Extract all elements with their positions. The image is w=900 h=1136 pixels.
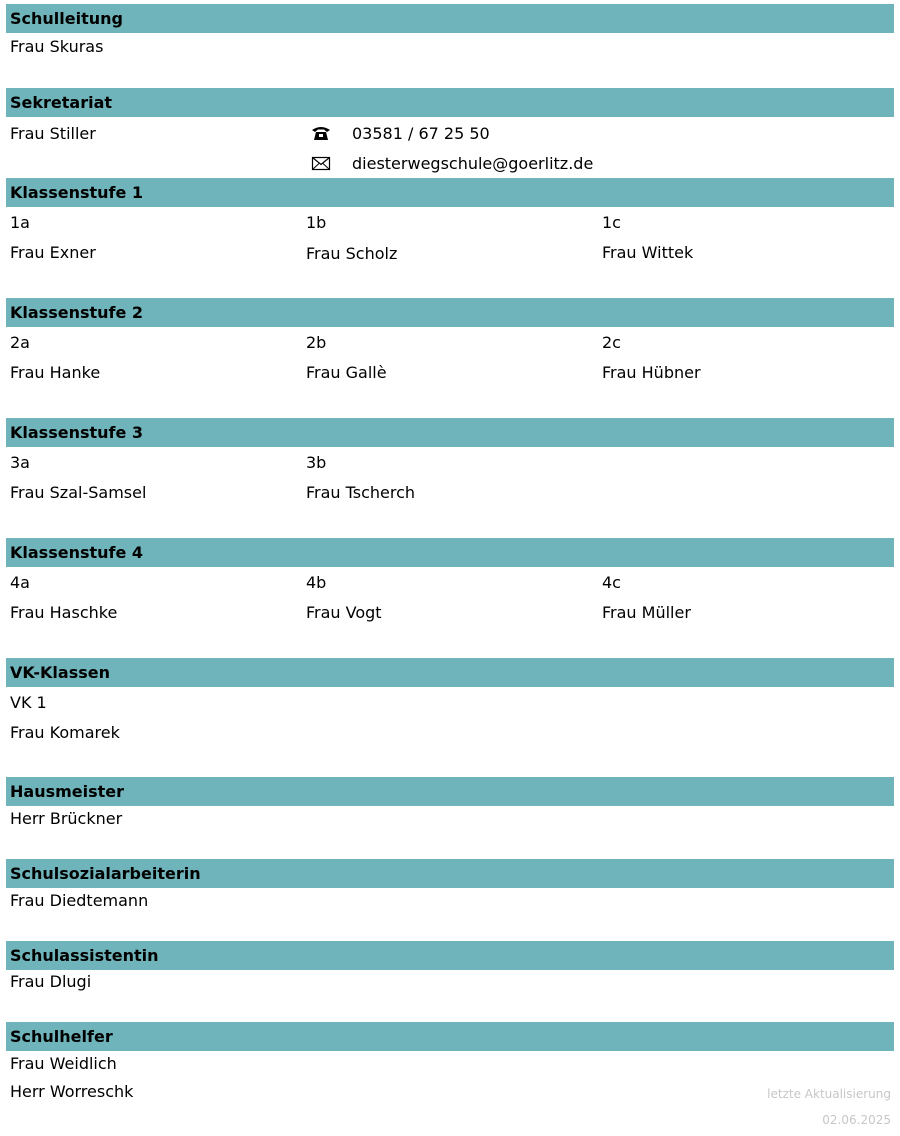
header-schulassistentin: Schulassistentin — [6, 941, 894, 970]
class-teacher: Frau Tscherch — [306, 483, 416, 502]
class-name: 4c — [602, 573, 621, 592]
header-klassenstufe-4: Klassenstufe 4 — [6, 538, 894, 567]
header-klassenstufe-2: Klassenstufe 2 — [6, 298, 894, 327]
class-name: 2b — [306, 333, 327, 352]
class-teacher: Frau Szal-Samsel — [10, 483, 147, 502]
class-teacher: Frau Hübner — [602, 363, 701, 382]
class-name: 3b — [306, 453, 327, 472]
header-klassenstufe-3: Klassenstufe 3 — [6, 418, 894, 447]
schulleitung-person: Frau Skuras — [10, 37, 104, 56]
class-name: 1a — [10, 213, 30, 232]
update-date: 02.06.2025 — [822, 1113, 891, 1127]
sozial-person: Frau Diedtemann — [10, 891, 149, 910]
header-hausmeister: Hausmeister — [6, 777, 894, 806]
class-name: 3a — [10, 453, 30, 472]
class-name: 2c — [602, 333, 621, 352]
header-klassenstufe-1: Klassenstufe 1 — [6, 178, 894, 207]
phone-icon — [311, 124, 331, 142]
header-sekretariat: Sekretariat — [6, 88, 894, 117]
header-schulsozialarbeiterin: Schulsozialarbeiterin — [6, 859, 894, 888]
envelope-icon — [311, 156, 331, 172]
class-name: 4b — [306, 573, 327, 592]
class-teacher: Frau Hanke — [10, 363, 101, 382]
class-name: VK 1 — [10, 693, 47, 712]
helfer-person: Frau Weidlich — [10, 1054, 117, 1073]
class-teacher: Frau Komarek — [10, 723, 120, 742]
header-schulhelfer: Schulhelfer — [6, 1022, 894, 1051]
hausmeister-person: Herr Brückner — [10, 809, 123, 828]
class-teacher: Frau Exner — [10, 243, 96, 262]
class-teacher: Frau Wittek — [602, 243, 694, 262]
assistentin-person: Frau Dlugi — [10, 972, 92, 991]
class-name: 1b — [306, 213, 327, 232]
sekretariat-email[interactable]: diesterwegschule@goerlitz.de — [352, 154, 594, 173]
class-teacher: Frau Haschke — [10, 603, 118, 622]
class-name: 1c — [602, 213, 621, 232]
sekretariat-person: Frau Stiller — [10, 124, 96, 143]
header-vk-klassen: VK-Klassen — [6, 658, 894, 687]
class-teacher: Frau Gallè — [306, 363, 387, 382]
class-name: 4a — [10, 573, 30, 592]
class-teacher: Frau Müller — [602, 603, 691, 622]
class-teacher: Frau Vogt — [306, 603, 382, 622]
update-label: letzte Aktualisierung — [767, 1087, 891, 1101]
header-schulleitung: Schulleitung — [6, 4, 894, 33]
helfer-person: Herr Worreschk — [10, 1082, 134, 1101]
class-name: 2a — [10, 333, 30, 352]
sekretariat-phone[interactable]: 03581 / 67 25 50 — [352, 124, 490, 143]
class-teacher: Frau Scholz — [306, 244, 398, 263]
